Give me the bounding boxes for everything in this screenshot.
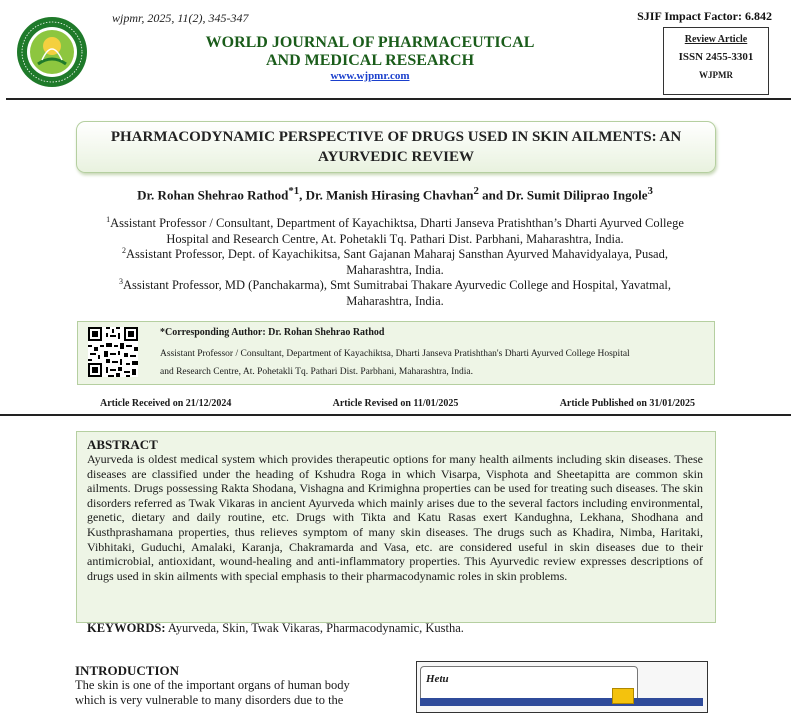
author-2-marker: 2 [473, 185, 479, 197]
affiliation-3 [60, 274, 730, 309]
article-info-box [663, 27, 769, 95]
affiliation-text: Maharashtra, India. [346, 293, 444, 308]
affiliation-text: Assistant Professor / Consultant, Department of Kayachiktsa, Dharti Janseva Pratishthan’s Dharti Ayurved College [110, 216, 684, 231]
author-list [40, 185, 750, 203]
corresponding-author-address [160, 345, 705, 381]
affiliation-text: Assistant Professor, MD (Panchakarma), Smt Sumitrabai Thakare Ayurvedic College and Hospital, Yavatmal, [122, 278, 672, 293]
date-received: Article Received on 21/12/2024 [100, 398, 232, 409]
journal-citation: wjpmr, 2025, 11(2), 345-347 [112, 11, 249, 25]
author-1: Dr. Rohan Shehrao Rathod [137, 187, 289, 203]
paper-title-box [76, 121, 716, 173]
author-3-marker: 3 [647, 185, 653, 197]
affiliation-text: Maharashtra, India. [346, 262, 444, 277]
paper-title-line2: AYURVEDIC REVIEW [317, 149, 475, 165]
article-dates [60, 398, 735, 409]
journal-title [150, 34, 590, 70]
figure-label: Hetu [426, 673, 449, 685]
header-divider [6, 98, 791, 100]
introduction-line: which is very vulnerable to many disorders due to the [75, 693, 344, 707]
affiliation-marker: 3 [118, 277, 123, 286]
introduction-text [75, 678, 383, 708]
paper-title [77, 127, 715, 167]
abstract-text: Ayurveda is oldest medical system which provides therapeutic options for many health ailments including skin diseases. These diseases are classified under the heading of Kshudra Roga in which Visarpa, Visphota and Sheetapitta are common skin ailments. Drugs possessing Rakta Shodana, Vishagna and Krimighna properties can be used for treating such diseases. The skin disorders referred as Twak Vikaras in ancient Ayurveda which mainly arises due to the several factors including environmental, genetic, dietary and daily routine, etc. Drugs with Tikta and Katu Rasas exert Kandughna, Lekhana, Shodhana and Kusthprashamana properties, thus relieves symptom of many skin diseases. The drugs such as Khadira, Nimba, Haritaki, Vibhitaki, Guduchi, Amalaki, Karanja, Chakramarda and Vasa, etc. are considered useful in skin diseases due to their antimicrobial, antioxidant, wound-healing and anti-inflammatory properties. This Ayurvedic review expresses descriptions of drugs used in skin ailments with special emphasis to their pharmacodynamic roles in skin problems. [87, 452, 703, 583]
journal-logo [16, 16, 88, 88]
introduction-line: The skin is one of the important organs of human body [75, 678, 350, 692]
journal-short-name: WJPMR [699, 70, 733, 80]
paper-title-line1: PHARMACODYNAMIC PERSPECTIVE OF DRUGS USED IN SKIN AILMENTS: AN [110, 129, 682, 145]
journal-url-link[interactable]: www.wjpmr.com [330, 70, 410, 82]
keywords-label: KEYWORDS: [87, 621, 166, 635]
keywords [87, 621, 464, 636]
affiliation-1 [60, 212, 730, 247]
figure-arrow-icon [612, 688, 634, 704]
corresponding-address-line: Assistant Professor / Consultant, Department of Kayachiktsa, Dharti Janseva Pratishthan's Dharti Ayurved College Hospital [160, 349, 630, 359]
journal-title-line2: AND MEDICAL RESEARCH [265, 52, 475, 69]
keywords-list: Ayurveda, Skin, Twak Vikaras, Pharmacodynamic, Kustha. [167, 621, 464, 635]
qr-code-icon [88, 327, 138, 377]
corresponding-address-line: and Research Centre, At. Pohetakli Tq. Pathari Dist. Parbhani, Maharashtra, India. [160, 367, 473, 377]
article-type: Review Article [684, 34, 748, 45]
sjif-impact-factor: SJIF Impact Factor: 6.842 [637, 9, 772, 23]
author-separator: and [478, 187, 507, 203]
dates-divider [0, 414, 791, 416]
abstract-heading: ABSTRACT [87, 437, 158, 452]
affiliation-marker: 2 [122, 246, 126, 255]
affiliation-2 [60, 243, 730, 278]
date-revised: Article Revised on 11/01/2025 [332, 398, 459, 409]
journal-title-line1: WORLD JOURNAL OF PHARMACEUTICAL [205, 34, 535, 51]
figure-band [420, 698, 703, 706]
author-1-marker: *1 [288, 185, 300, 197]
author-3: Dr. Sumit Diliprao Ingole [506, 187, 648, 203]
date-published: Article Published on 31/01/2025 [559, 398, 695, 409]
corresponding-author-heading: *Corresponding Author: Dr. Rohan Shehrao Rathod [160, 327, 385, 338]
author-2: Dr. Manish Hirasing Chavhan [305, 187, 474, 203]
author-separator: , [299, 187, 306, 203]
affiliation-text: Hospital and Research Centre, At. Pohetakli Tq. Pathari Dist. Parbhani, Maharashtra, India. [166, 231, 624, 246]
introduction-heading: INTRODUCTION [75, 663, 180, 678]
affiliation-text: Assistant Professor, Dept. of Kayachikitsa, Sant Gajanan Maharaj Sansthan Ayurved Mahavidyalaya, Pusad, [126, 247, 668, 262]
issn: ISSN 2455-3301 [678, 51, 754, 63]
affiliation-marker: 1 [106, 215, 111, 224]
